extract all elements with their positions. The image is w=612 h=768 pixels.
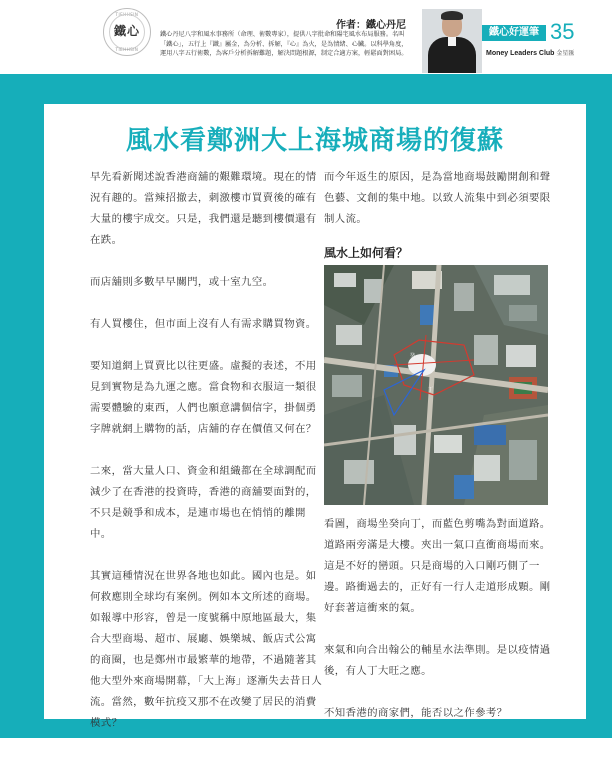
svg-text:癸: 癸: [410, 353, 416, 359]
page-number: 35: [550, 19, 575, 44]
teal-frame: [0, 74, 612, 768]
logo-ring-bottom-text: TIEHHSIN: [115, 47, 139, 52]
logo-ring-top-text: TIEHHSIN: [115, 12, 139, 17]
paragraph: 其實這種情況在世界各地也如此。國內也是。如何救應則全球均有案例。例如本文所述的商場。如報導中形容，曾是一度號稱中原地區最大，集合大型商場、超市、展廳、娛樂城、飯店式公寓的商圈，也是鄭州市最繁華的地帶，不過隨著其他大型外來商場開幕，「大上海」逐漸失去昔日人流。當然，數年抗疫又那不在改變了居民的消費模式？: [90, 570, 323, 729]
author-photo: [422, 9, 482, 73]
logo-text: 鐵心: [113, 24, 140, 38]
article-right-column-bottom: [324, 514, 560, 745]
photo-collar-shape: [448, 36, 456, 46]
bottom-white-strip: [0, 738, 612, 768]
paragraph: 二來，當大量人口、資金和組織都在全球調配而減少了在香港的投資時，香港的商舖要面對的，不只是競爭和成本，是連市場也在悄悄的離開中。: [90, 465, 317, 540]
satellite-map-image: [324, 265, 548, 505]
club-name: [486, 48, 574, 57]
paragraph: 而店舖則多數早早關門，或十室九空。: [90, 276, 274, 288]
author-name: 作者：鐵心丹尼: [336, 20, 406, 31]
column-name-tag: 鐵心好運筆: [482, 25, 546, 41]
photo-hair-shape: [441, 11, 463, 20]
paragraph: 要知道網上買賣比以往更盛。虛擬的表述，不用見到實物是為九運之應。當食物和衣服這一類很需要體驗的東西，人們也願意講個信字，掛個勇字牌就網上購物的話，店舖的存在價值又何在？: [90, 360, 317, 435]
svg-text:丁: 丁: [428, 387, 434, 393]
bio-line: 運用八字五行術數，為客戶分析拆解難題，解決問題根源，制定合適方案，輕鬆面對困局。: [160, 50, 408, 57]
page-header: [0, 0, 612, 74]
article-panel: [44, 104, 586, 729]
club-name-cn: 金星匯: [556, 51, 575, 57]
author-bio: [160, 30, 440, 59]
bio-line: 「鐵心」，五行上『鐵』屬金，為分析、拆解，『心』為火，是為情緒、心臟。以科學角度，: [160, 40, 408, 48]
paragraph: 有人買樓住，但市面上沒有人有需求購買物資。: [90, 318, 317, 330]
tiehhsin-logo: [103, 8, 151, 56]
article-left-column: [90, 167, 324, 755]
article-right-column-top: [324, 167, 560, 251]
paragraph: 看圖，商場坐癸向丁，而藍色剪嘴為對面道路。道路兩旁滿是大樓。夾出一氣口直衝商場而來。這是不好的巒頭。只是商場的入口剛巧側了一邊。路衝過去的，正好有一行人走道形成顆。剛好套著這衝來的氣。: [324, 518, 551, 614]
section-subheading: 風水上如何看？: [324, 246, 409, 260]
club-name-en: Money Leaders Club: [486, 50, 555, 57]
paragraph: 不知香港的商家們，能否以之作參考？: [324, 707, 508, 719]
paragraph: 來氣和向合出翰公的輔星水法準則。是以疫情過後，有人丁大旺之應。: [324, 644, 551, 677]
paragraph: 而今年返生的原因，是為當地商場鼓勵開創和聲色藝、文創的集中地。以致人流集中到必須要限制人流。: [324, 171, 551, 225]
paragraph: 早先看新聞述說香港商舖的艱難環境。現在的情況有趣的。當辣招撤去，刺激樓市買賣後的確有大量的樓宇成交。只是，我們還是聽到樓價還有在跌。: [90, 171, 317, 246]
article-title: 風水看鄭洲大上海城商場的復蘇: [125, 126, 504, 156]
bio-line: 鐵心丹尼八字和風水事務所（命理、術數專家），提供八字批命和陽宅風水布局服務。名叫: [160, 31, 405, 38]
